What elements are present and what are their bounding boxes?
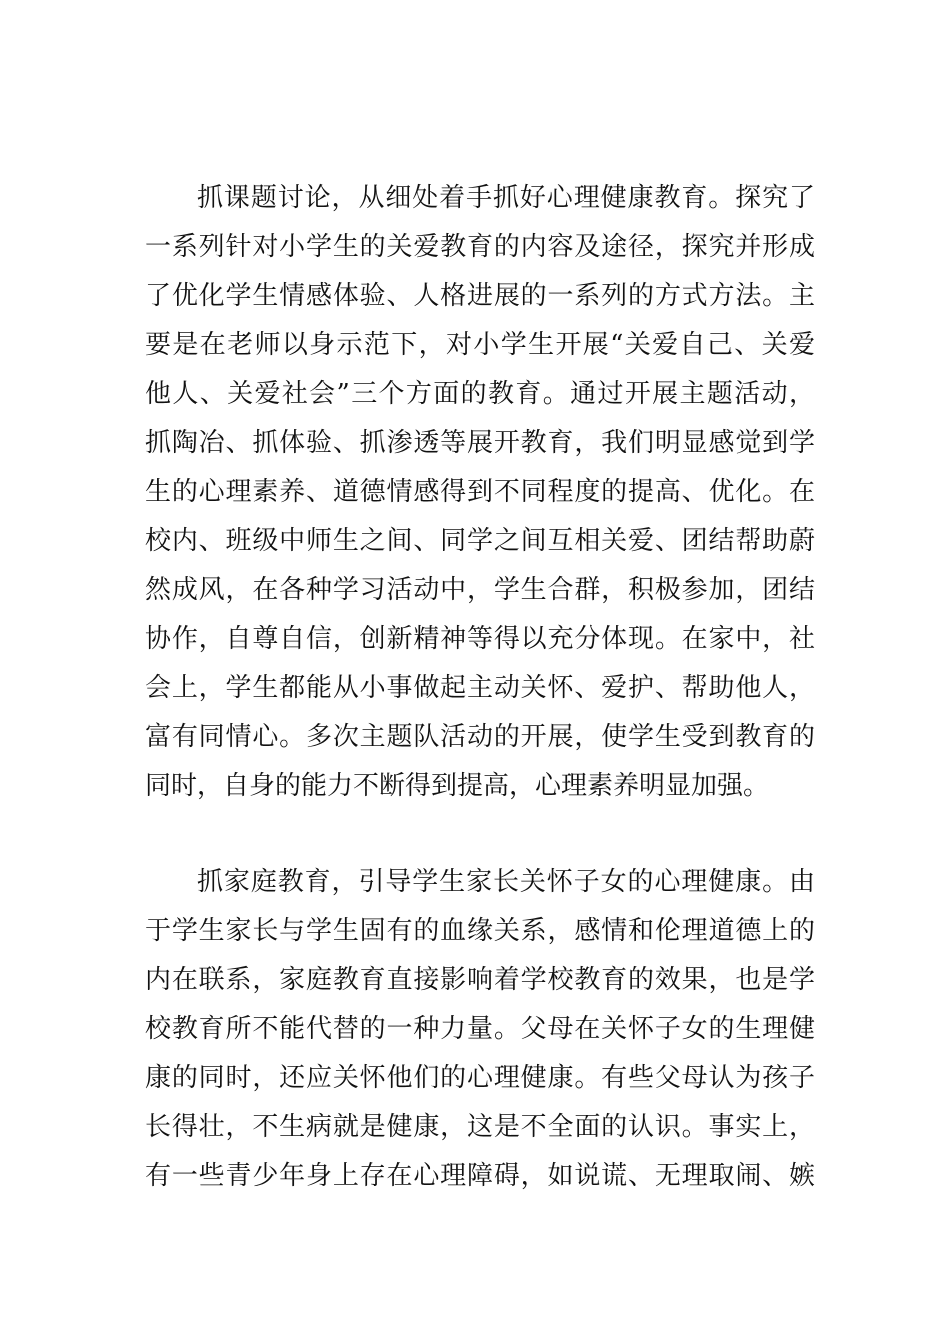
paragraph-2-line-4: 校教育所不能代替的一种力量。父母在关怀子女的生理健	[145, 1014, 815, 1044]
paragraph-1-line-7: 生的心理素养、道德情感得到不同程度的提高、优化。在	[145, 477, 815, 507]
paragraph-1-line-4: 要是在老师以身示范下，对小学生开展“关爱自己、关爱	[145, 330, 815, 360]
paragraph-2-line-3: 内在联系，家庭教育直接影响着学校教育的效果，也是学	[145, 965, 815, 995]
paragraph-2-line-7: 有一些青少年身上存在心理障碍，如说谎、无理取闹、嫉	[145, 1161, 815, 1191]
paragraph-2-line-6: 长得壮，不生病就是健康，这是不全面的认识。事实上，	[145, 1112, 815, 1142]
paragraph-1-line-3: 了优化学生情感体验、人格进展的一系列的方式方法。主	[145, 281, 815, 311]
paragraph-1-line-5: 他人、关爱社会”三个方面的教育。通过开展主题活动，	[145, 379, 815, 409]
paragraph-1-line-11: 会上，学生都能从小事做起主动关怀、爱护、帮助他人，	[145, 673, 815, 703]
paragraph-2-line-5: 康的同时，还应关怀他们的心理健康。有些父母认为孩子	[145, 1063, 815, 1093]
paragraph-1-line-13: 同时，自身的能力不断得到提高，心理素养明显加强。	[145, 771, 770, 801]
paragraph-1-line-9: 然成风，在各种学习活动中，学生合群，积极参加，团结	[145, 575, 815, 605]
paragraph-1-line-12: 富有同情心。多次主题队活动的开展，使学生受到教育的	[145, 722, 815, 752]
paragraph-2-line-1: 抓家庭教育，引导学生家长关怀子女的心理健康。由	[197, 867, 815, 897]
paragraph-1-line-8: 校内、班级中师生之间、同学之间互相关爱、团结帮助蔚	[145, 526, 815, 556]
paragraph-2-line-2: 于学生家长与学生固有的血缘关系，感情和伦理道德上的	[145, 916, 815, 946]
paragraph-1-line-1: 抓课题讨论，从细处着手抓好心理健康教育。探究了	[197, 183, 815, 213]
paragraph-1-line-2: 一系列针对小学生的关爱教育的内容及途径，探究并形成	[145, 232, 815, 262]
paragraph-1-line-6: 抓陶冶、抓体验、抓渗透等展开教育，我们明显感觉到学	[145, 428, 815, 458]
paragraph-1-line-10: 协作，自尊自信，创新精神等得以充分体现。在家中，社	[145, 624, 815, 654]
